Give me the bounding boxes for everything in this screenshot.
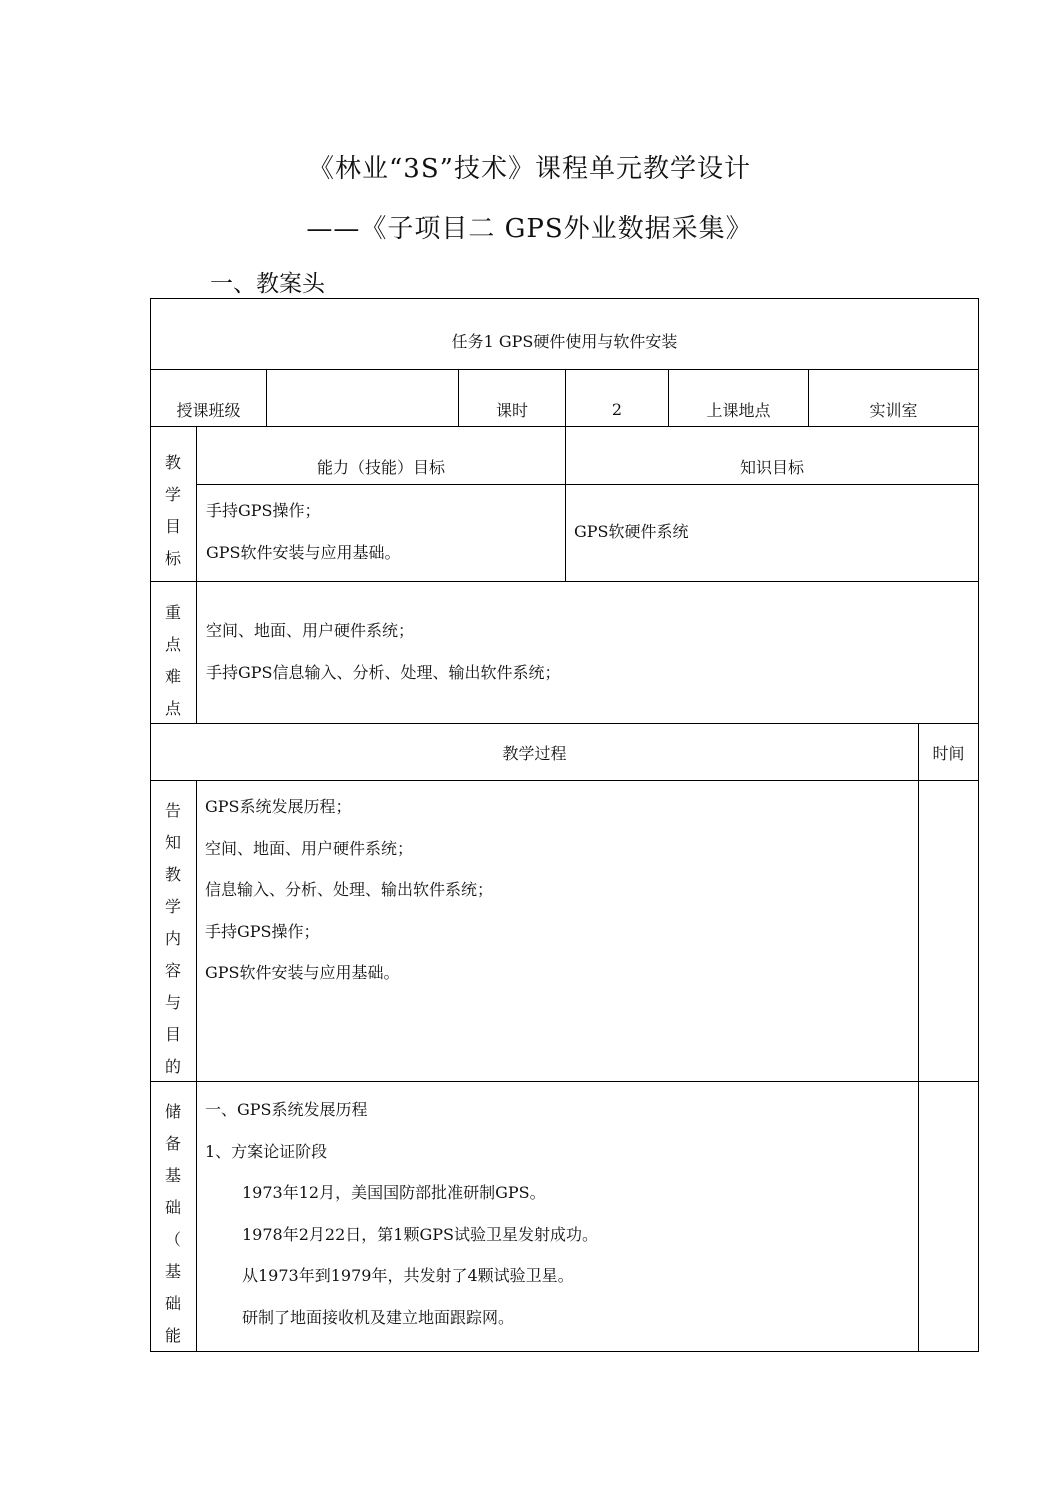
location-value: 实训室 bbox=[869, 400, 918, 420]
hours-value: 2 bbox=[611, 399, 623, 419]
list-item: 手持GPS操作； bbox=[205, 921, 320, 941]
list-item: GPS软件安装与应用基础。 bbox=[205, 963, 400, 982]
knowledge-list bbox=[574, 511, 689, 553]
process-header: 教学过程 bbox=[502, 743, 567, 763]
inform-list bbox=[205, 786, 493, 994]
task-title: 任务1 GPS硬件使用与软件安装 bbox=[451, 331, 678, 351]
class-value bbox=[267, 370, 458, 426]
list-item: 研制了地面接收机及建立地面跟踪网。 bbox=[242, 1307, 515, 1327]
class-label: 授课班级 bbox=[176, 400, 241, 420]
keypoints-label: 重 点 难 点 bbox=[164, 603, 181, 718]
knowledge-header: 知识目标 bbox=[739, 458, 804, 477]
list-item: 信息输入、分析、处理、输出软件系统； bbox=[205, 880, 494, 899]
list-item: 1、方案论证阶段 bbox=[205, 1141, 328, 1161]
list-item: 空间、地面、用户硬件系统； bbox=[206, 621, 415, 640]
list-item: GPS软件安装与应用基础。 bbox=[206, 542, 401, 562]
list-item: GPS软硬件系统 bbox=[574, 522, 689, 541]
objectives-label: 教 学 目 标 bbox=[164, 453, 181, 568]
list-item: 手持GPS信息输入、分析、处理、输出软件系统； bbox=[206, 662, 561, 682]
ability-list bbox=[206, 490, 401, 573]
inform-label: 告 知 教 学 内 容 与 目 的 bbox=[164, 801, 181, 1076]
time-header: 时间 bbox=[932, 743, 965, 763]
keypoints-list bbox=[206, 610, 561, 693]
section-heading: 一、教案头 bbox=[210, 271, 325, 297]
hours-label: 课时 bbox=[495, 400, 528, 420]
list-item: 手持GPS操作； bbox=[206, 501, 321, 520]
list-item: 1973年12月，美国国防部批准研制GPS。 bbox=[242, 1183, 546, 1202]
list-item: 从1973年到1979年，共发射了4颗试验卫星。 bbox=[242, 1266, 574, 1285]
document-title: 《林业“3S”技术》课程单元教学设计 bbox=[308, 154, 751, 184]
list-item: 1978年2月22日，第1颗GPS试验卫星发射成功。 bbox=[242, 1224, 598, 1244]
location-label: 上课地点 bbox=[706, 400, 771, 420]
list-item: GPS系统发展历程； bbox=[205, 797, 352, 816]
reserve-label: 储 备 基 础 （ 基 础 能 bbox=[164, 1102, 181, 1345]
ability-header: 能力（技能）目标 bbox=[316, 458, 445, 477]
document-subtitle: ——《子项目二 GPS外业数据采集》 bbox=[306, 214, 753, 244]
reserve-list bbox=[205, 1089, 598, 1338]
list-item: 一、GPS系统发展历程 bbox=[205, 1100, 368, 1119]
list-item: 空间、地面、用户硬件系统； bbox=[205, 838, 414, 858]
